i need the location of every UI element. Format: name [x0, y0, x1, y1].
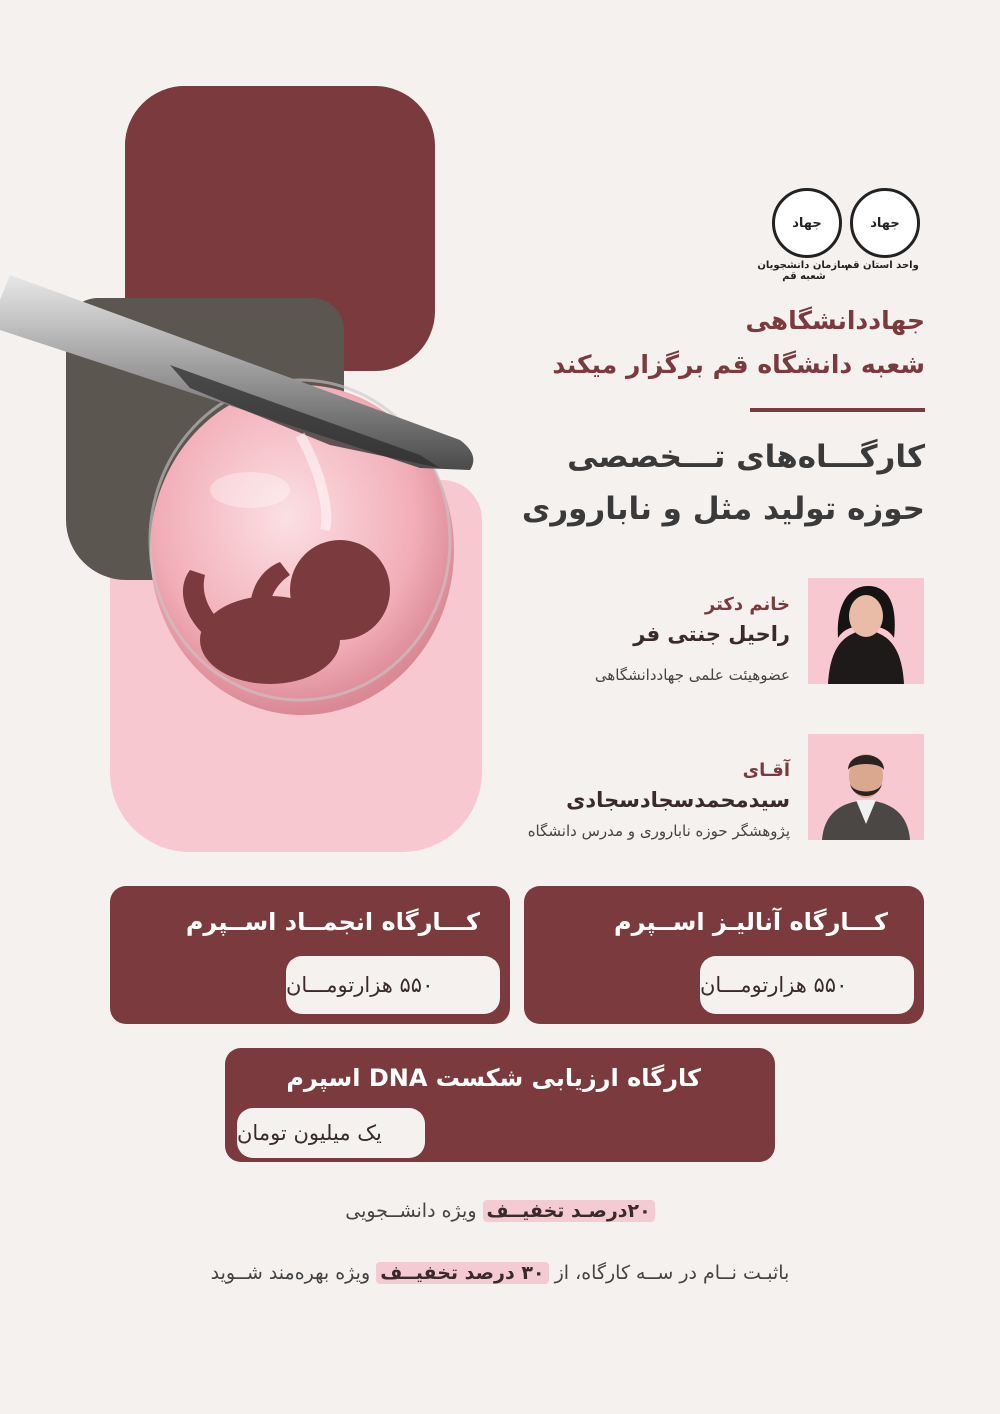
- speaker-1-role: خانم دکتر: [704, 594, 790, 615]
- logo-caption-province: واحد استان قم: [845, 260, 919, 271]
- workshop-freezing-price: ۵۵۰ هزارتومـــان: [286, 956, 500, 1014]
- header-line-1: جهاددانشگاهی: [745, 306, 925, 335]
- bundle-discount-highlight: ۳۰ درصد تخفیــف: [376, 1262, 548, 1284]
- workshop-card-analysis: [524, 886, 924, 1024]
- logo-jahad-students: [772, 188, 842, 258]
- speaker-2-role: آقـای: [742, 760, 790, 781]
- speaker-1-photo: [808, 578, 924, 684]
- header-line-2: شعبه دانشگاه قم برگزار میکند: [552, 350, 925, 379]
- student-discount-note: [0, 1200, 1000, 1222]
- header-divider: [750, 408, 925, 412]
- speaker-2-description: پژوهشگر حوزه ناباروری و مدرس دانشگاه: [527, 822, 790, 840]
- bundle-discount-post: ویژه بهره‌مند شــوید: [210, 1262, 377, 1284]
- needle-embryo-illustration: [0, 270, 500, 730]
- title-line-2: حوزه تولید مثل و ناباروری: [521, 491, 925, 527]
- speaker-2-photo: [808, 734, 924, 840]
- workshop-card-freezing: [110, 886, 510, 1024]
- emblem-text: جهاد: [870, 215, 900, 231]
- title-line-1: کارگـــاه‌های تـــخصصی: [567, 439, 925, 475]
- logo-jahad-qom-province: [850, 188, 920, 258]
- speaker-1-name: راحیل جنتی فر: [633, 622, 790, 646]
- workshop-card-dna: [225, 1048, 775, 1162]
- workshop-analysis-price: ۵۵۰ هزارتومـــان: [700, 956, 914, 1014]
- emblem-text: جهاد: [792, 215, 822, 231]
- student-discount-text: ویژه دانشــجویی: [345, 1200, 483, 1222]
- bundle-discount-pre: باثبـت نــام در ســه کارگاه، از: [548, 1262, 790, 1284]
- speaker-1-description: عضوهیئت علمی جهاددانشگاهی: [594, 666, 790, 684]
- jahad-emblem-icon: [850, 188, 920, 258]
- jahad-emblem-icon: [772, 188, 842, 258]
- workshop-analysis-title: کـــارگاه آنالیـز اســپرم: [614, 908, 888, 936]
- workshop-freezing-title: کـــارگاه انجمــاد اســپرم: [185, 908, 480, 936]
- workshop-dna-price: یک میلیون تومان: [237, 1108, 425, 1158]
- speaker-2-name: سیدمحمدسجادسجادی: [566, 788, 790, 812]
- student-discount-highlight: ۲۰درصـد تخفیــف: [483, 1200, 655, 1222]
- logo-caption-students: سازمان دانشجویان شعبه قم: [757, 260, 851, 282]
- workshop-dna-title: کارگاه ارزیابی شکست DNA اسپرم: [286, 1064, 701, 1092]
- bundle-discount-note: [0, 1262, 1000, 1284]
